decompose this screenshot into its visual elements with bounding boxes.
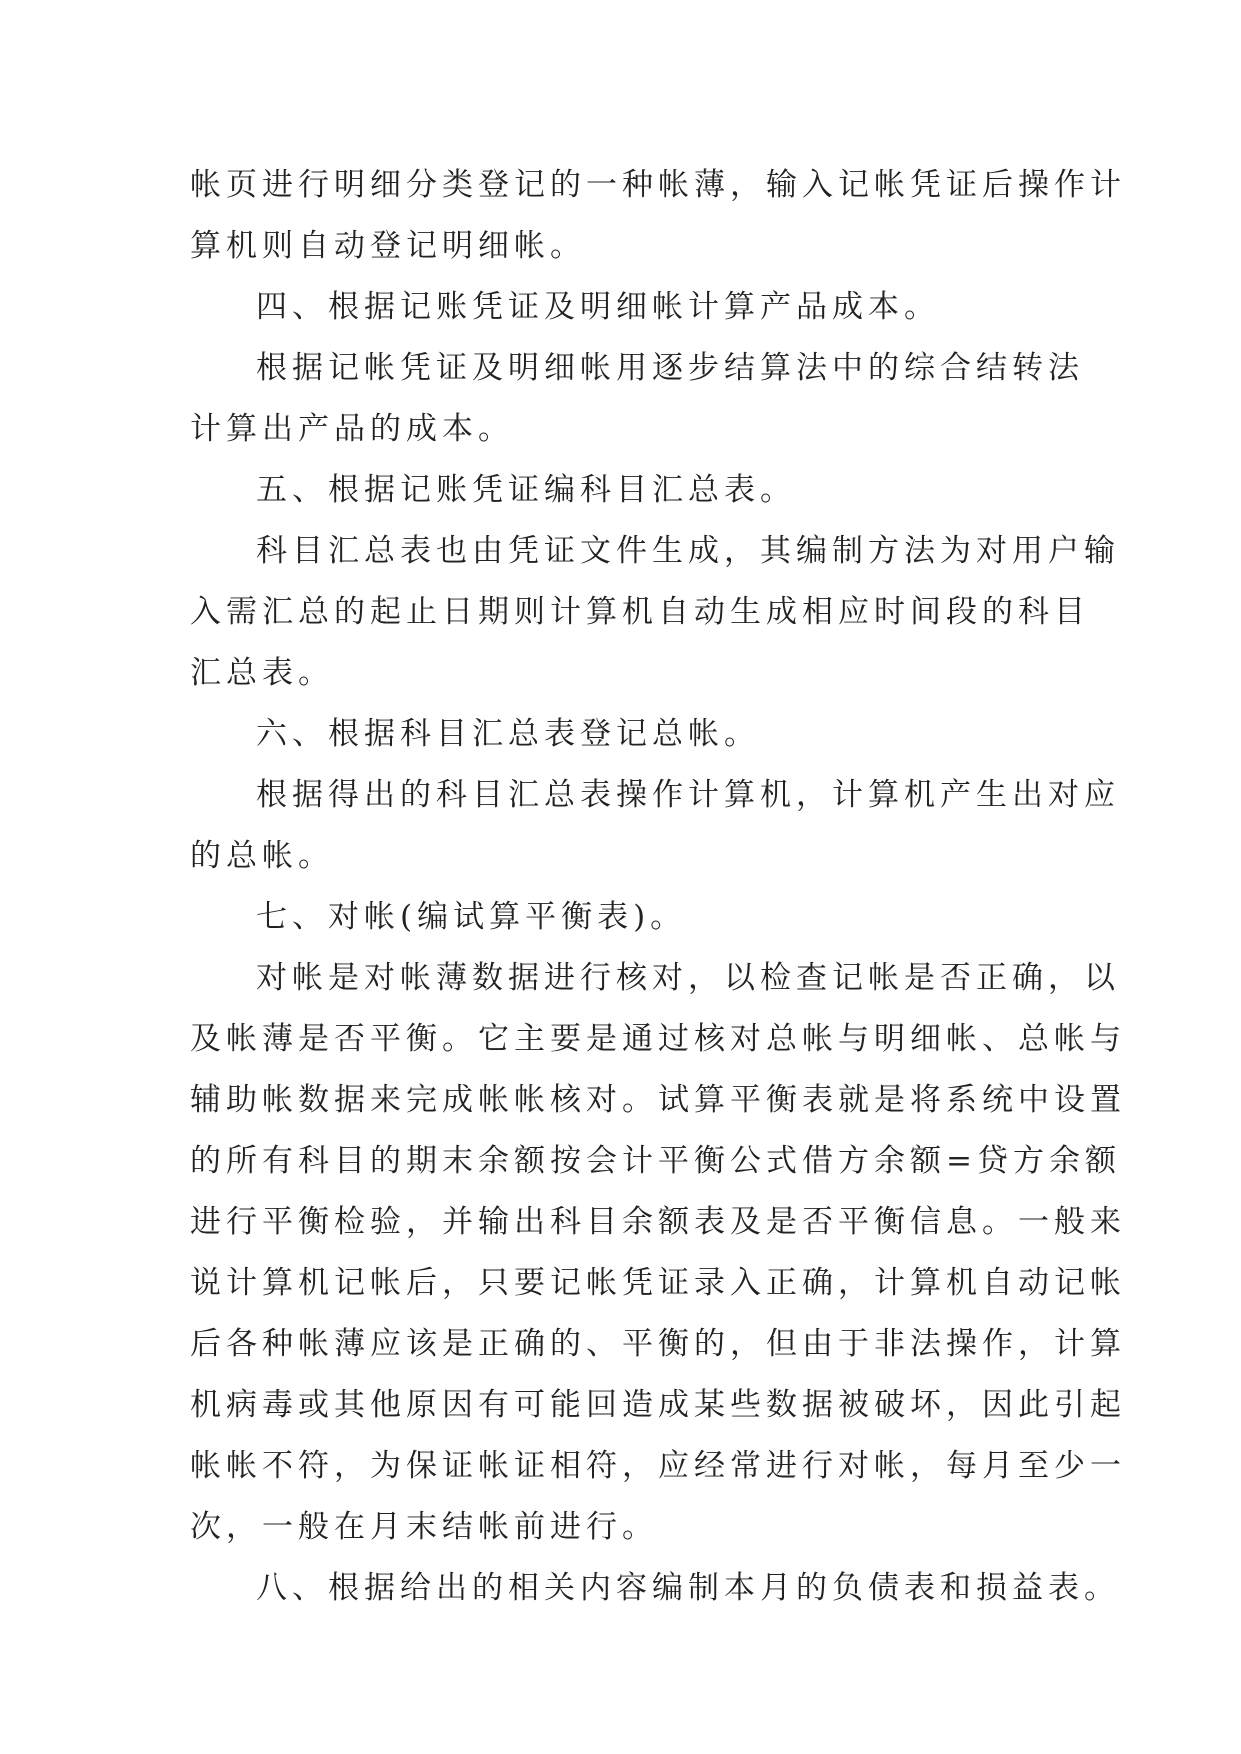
paragraph-line: 辅助帐数据来完成帐帐核对。试算平衡表就是将系统中设置 <box>190 1082 1126 1118</box>
paragraph-line: 后各种帐薄应该是正确的、平衡的，但由于非法操作，计算 <box>190 1326 1126 1362</box>
paragraph-line: 对帐是对帐薄数据进行核对，以检查记帐是否正确，以 <box>256 960 1120 996</box>
document-page <box>190 155 1126 1619</box>
paragraph-line: 计算出产品的成本。 <box>190 411 514 447</box>
section-heading: 六、根据科目汇总表登记总帐。 <box>256 716 760 752</box>
section-heading: 八、根据给出的相关内容编制本月的负债表和损益表。 <box>256 1570 1120 1606</box>
paragraph-line: 科目汇总表也由凭证文件生成，其编制方法为对用户输 <box>256 533 1120 569</box>
paragraph-line: 根据记帐凭证及明细帐用逐步结算法中的综合结转法 <box>256 350 1084 386</box>
section-heading: 五、根据记账凭证编科目汇总表。 <box>256 472 796 508</box>
paragraph-line: 机病毒或其他原因有可能回造成某些数据被破坏，因此引起 <box>190 1387 1126 1423</box>
paragraph-line: 根据得出的科目汇总表操作计算机，计算机产生出对应 <box>256 777 1120 813</box>
paragraph-line: 入需汇总的起止日期则计算机自动生成相应时间段的科目 <box>190 594 1090 630</box>
section-heading: 七、对帐(编试算平衡表)。 <box>256 899 687 935</box>
paragraph-line: 的总帐。 <box>190 838 334 874</box>
section-heading: 四、根据记账凭证及明细帐计算产品成本。 <box>256 289 940 325</box>
paragraph-line: 算机则自动登记明细帐。 <box>190 228 586 264</box>
paragraph-line: 说计算机记帐后，只要记帐凭证录入正确，计算机自动记帐 <box>190 1265 1126 1301</box>
paragraph-line: 及帐薄是否平衡。它主要是通过核对总帐与明细帐、总帐与 <box>190 1021 1126 1057</box>
paragraph-line: 进行平衡检验，并输出科目余额表及是否平衡信息。一般来 <box>190 1204 1126 1240</box>
paragraph-line: 汇总表。 <box>190 655 334 691</box>
paragraph-line: 的所有科目的期末余额按会计平衡公式借方余额=贷方余额 <box>190 1143 1121 1179</box>
paragraph-line: 帐帐不符，为保证帐证相符，应经常进行对帐，每月至少一 <box>190 1448 1126 1484</box>
paragraph-line: 帐页进行明细分类登记的一种帐薄，输入记帐凭证后操作计 <box>190 167 1126 203</box>
paragraph-line: 次，一般在月末结帐前进行。 <box>190 1509 658 1545</box>
